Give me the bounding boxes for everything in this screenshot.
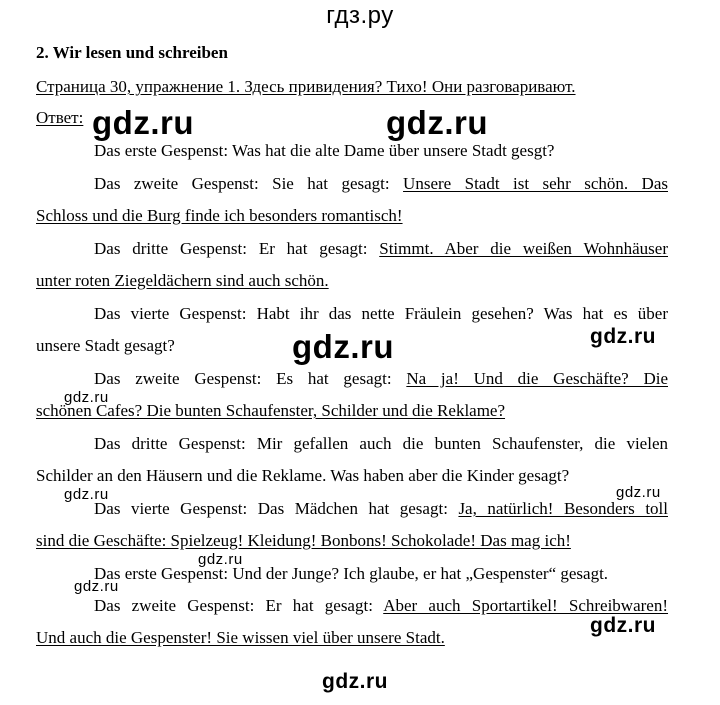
dialogue-line-5 (36, 271, 329, 291)
watermark-logo: gdz.ru (590, 614, 656, 637)
exercise-reference: Страница 30, упражнение 1. Здесь привидения? Тихо! Они разговаривают. (36, 77, 576, 96)
line-text: Schilder an den Häusern und die Reklame. Was haben aber die Kinder gesagt? (36, 466, 570, 485)
section-heading: 2. Wir lesen und schreiben (36, 43, 228, 62)
watermark-logo: gdz.ru (292, 328, 394, 365)
answer-text: unter roten Ziegeldächern sind auch schön. (36, 271, 329, 290)
dialogue-line-15 (94, 596, 668, 616)
dialogue-line-13 (36, 531, 571, 551)
line-text: Das vierte Gespenst: Das Mädchen hat gesagt: (94, 499, 459, 518)
answer-text: sind die Geschäfte: Spielzeug! Kleidung! Bonbons! Schokolade! Das mag ich! (36, 531, 571, 550)
answer-text: Unsere Stadt ist sehr schön. Das (403, 174, 668, 193)
dialogue-line-4 (94, 239, 668, 259)
line-text: Das zweite Gespenst: Es hat gesagt: (94, 369, 407, 388)
watermark-logo: gdz.ru (322, 670, 388, 693)
line-text: Das dritte Gespenst: Mir gefallen auch die bunten Schaufenster, die vielen (94, 434, 668, 453)
answer-label: Ответ: (36, 108, 84, 127)
watermark-logo: gdz.ru (74, 578, 119, 595)
dialogue-line-1 (94, 141, 554, 161)
watermark-logo: gdz.ru (92, 104, 194, 141)
dialogue-line-2 (94, 174, 668, 194)
dialogue-line-3 (36, 206, 403, 226)
answer-text: Na ja! Und die Geschäfte? Die (406, 369, 668, 388)
answer-text: schönen Cafes? Die bunten Schaufenster, Schilder und die Reklame? (36, 401, 506, 420)
answer-text: Aber auch Sportartikel! Schreibwaren! (383, 596, 669, 615)
line-text: Das erste Gespenst: Und der Junge? Ich glaube, er hat „Gespenster“ gesagt. (94, 564, 609, 583)
dialogue-line-8 (94, 369, 668, 389)
line-text: Das dritte Gespenst: Er hat gesagt: (94, 239, 380, 258)
dialogue-line-6 (94, 304, 668, 324)
dialogue-line-10 (94, 434, 668, 454)
watermark-logo: gdz.ru (386, 104, 488, 141)
watermark-logo: gdz.ru (590, 325, 656, 348)
dialogue-line-12 (94, 499, 668, 519)
dialogue-line-16 (36, 628, 445, 648)
line-text: Das zweite Gespenst: Sie hat gesagt: (94, 174, 404, 193)
watermark-logo: gdz.ru (64, 389, 109, 406)
watermark-logo: gdz.ru (198, 551, 243, 568)
line-text: Das vierte Gespenst: Habt ihr das nette Fräulein gesehen? Was hat es über (94, 304, 668, 323)
answer-text: Schloss und die Burg finde ich besonders romantisch! (36, 206, 403, 225)
answer-text: Stimmt. Aber die weißen Wohnhäuser (379, 239, 668, 258)
watermark-logo: gdz.ru (64, 486, 109, 503)
watermark-logo: gdz.ru (616, 484, 661, 501)
line-text: Das zweite Gespenst: Er hat gesagt: (94, 596, 384, 615)
dialogue-line-11 (36, 466, 569, 486)
answer-text: Ja, natürlich! Besonders toll (458, 499, 668, 518)
dialogue-line-7 (36, 336, 175, 356)
line-text: Das erste Gespenst: Was hat die alte Dame über unsere Stadt gesgt? (94, 141, 555, 160)
dialogue-line-14 (94, 564, 608, 584)
line-text: unsere Stadt gesagt? (36, 336, 175, 355)
site-header: гдз.ру (326, 2, 394, 29)
answer-text: Und auch die Gespenster! Sie wissen viel über unsere Stadt. (36, 628, 445, 647)
